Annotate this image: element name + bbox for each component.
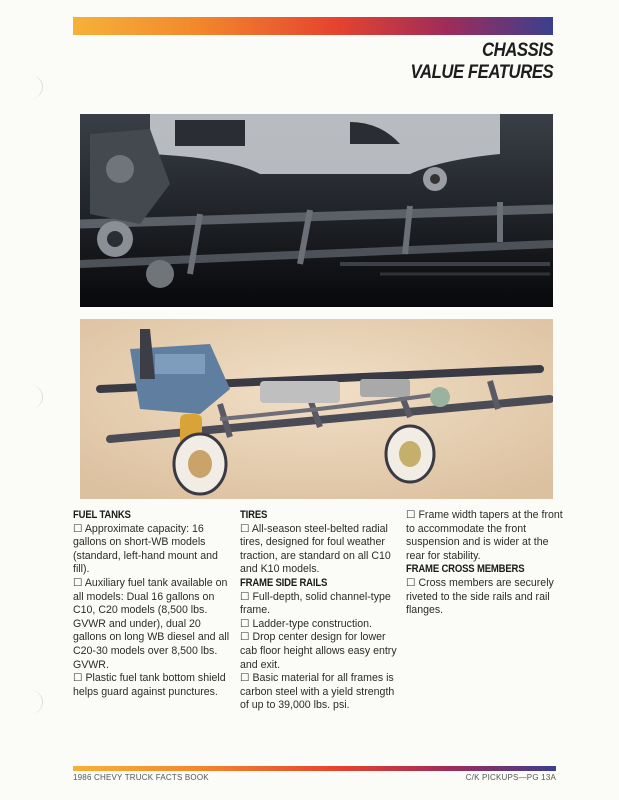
cross-members-column [406, 509, 564, 618]
fuel-tanks-column [73, 509, 233, 699]
tires-frame-rails-column [240, 509, 400, 713]
chassis-side-illustration [80, 319, 553, 499]
frame-side-rails-heading: FRAME SIDE RAILS [240, 576, 328, 589]
punch-hole-mark [18, 385, 43, 409]
chassis-top-view-photo [80, 114, 553, 307]
top-gradient-bar [73, 17, 553, 35]
title-line-2: VALUE FEATURES [410, 62, 553, 83]
fuel-tanks-item: ☐ Approximate capacity: 16 gallons on short-WB models (standard, left-hand mount and fill). [73, 522, 218, 576]
punch-hole-mark [18, 690, 43, 714]
frame-cross-members-heading: FRAME CROSS MEMBERS [406, 563, 525, 576]
frame-side-rails-item: ☐ Ladder-type construction. [240, 617, 372, 630]
tires-heading: TIRES [240, 509, 268, 521]
cross-members-item: ☐ Cross members are securely riveted to the side rails and rail flanges. [406, 576, 554, 617]
bottom-gradient-bar [73, 766, 556, 771]
frame-taper-item: ☐ Frame width tapers at the front to accommodate the front suspension and is wider at the rear for stability. [406, 509, 563, 562]
page-title [391, 40, 553, 84]
tires-item: ☐ All-season steel-belted radial tires, designed for foul weather traction, are standard on all C10 and K10 models. [240, 522, 391, 576]
fuel-tanks-heading: FUEL TANKS [73, 509, 131, 521]
footer-book-title: 1986 CHEVY TRUCK FACTS BOOK [73, 773, 209, 782]
frame-side-rails-item: ☐ Drop center design for lower cab floor height allows easy entry and exit. [240, 631, 397, 671]
title-line-1: CHASSIS [481, 40, 553, 61]
fuel-tanks-item: ☐ Auxiliary fuel tank available on all models: Dual 16 gallons on C10, C20 models (8,500 lbs. GVWR and under), dual 20 gallons on long WB diesel and all C20-30 models over 8,500 lbs. GVWR. [73, 576, 230, 671]
frame-side-rails-item: ☐ Basic material for all frames is carbon steel with a yield strength of up to 39,000 lbs. psi. [240, 672, 395, 712]
frame-side-rails-item: ☐ Full-depth, solid channel-type frame. [240, 590, 391, 617]
footer-page-number: C/K PICKUPS—PG 13A [465, 773, 556, 782]
fuel-tanks-item: ☐ Plastic fuel tank bottom shield helps guard against punctures. [73, 672, 226, 698]
punch-hole-mark [18, 75, 43, 99]
